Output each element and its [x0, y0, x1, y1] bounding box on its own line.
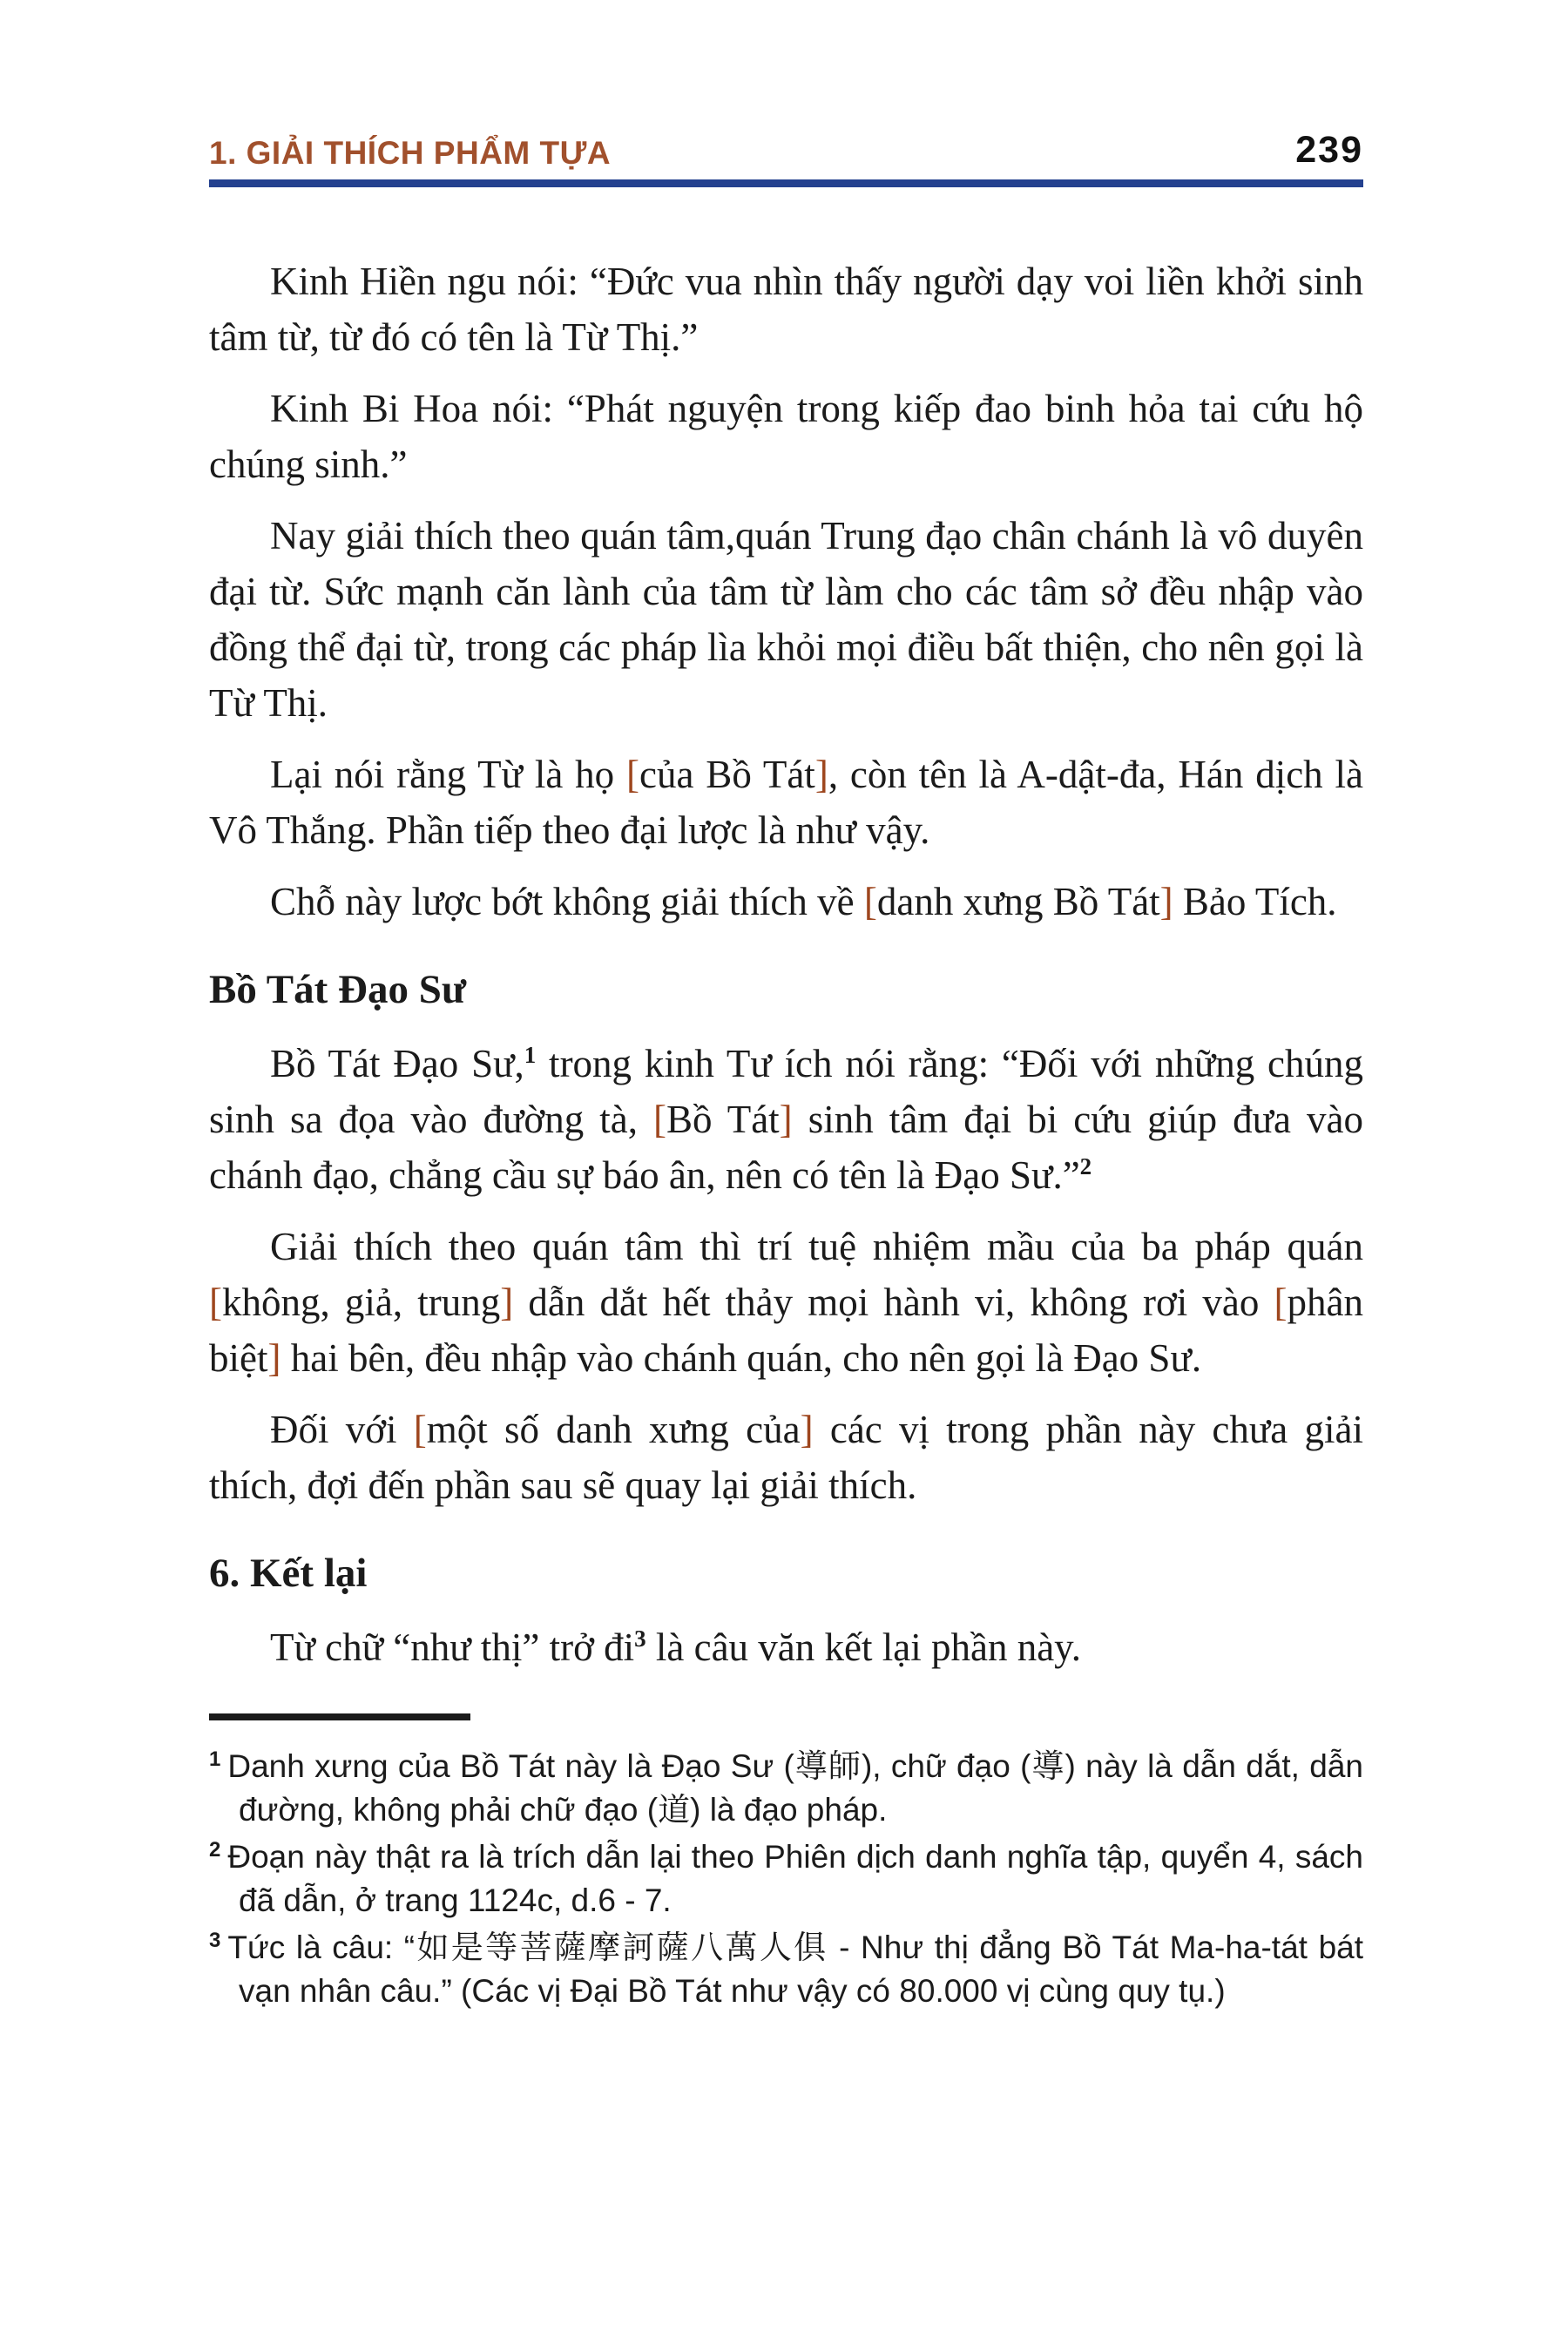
bracket-mark: ] — [267, 1336, 281, 1380]
footnote-separator — [209, 1713, 470, 1720]
bracket-mark: [ — [1274, 1281, 1288, 1324]
text-run: Giải thích theo quán tâm thì trí tuệ nhiệm mầu của ba pháp quán — [270, 1225, 1363, 1268]
text-run: của Bồ Tát — [639, 753, 815, 796]
bracket-mark: ] — [1159, 880, 1173, 923]
paragraph — [209, 508, 1363, 731]
bracket-mark: [ — [209, 1281, 222, 1324]
bracket-mark: [ — [626, 753, 640, 796]
bracket-mark: [ — [413, 1408, 427, 1451]
text-run: Lại nói rằng Từ là họ — [270, 753, 627, 796]
paragraph — [209, 874, 1363, 929]
text-run: Bồ Tát Đạo Sư, — [270, 1042, 524, 1085]
footnote-marker: 2 — [209, 1837, 221, 1862]
footnote-reference: 3 — [634, 1625, 646, 1652]
bracket-mark: [ — [863, 880, 877, 923]
text-run: trong kinh Tư ích nói rằng: “Đối với những chúng sinh sa đọa vào đường tà, — [209, 1042, 1363, 1141]
paragraph — [209, 253, 1363, 365]
paragraph — [209, 747, 1363, 858]
bracket-mark: ] — [800, 1408, 814, 1451]
text-run: Chỗ này lược bớt không giải thích về — [270, 880, 864, 923]
text-run: Đoạn này thật ra là trích dẫn lại theo Phiên dịch danh nghĩa tập, quyển 4, sách đã dẫn, ở trang 1124c, d.6 - 7. — [227, 1839, 1363, 1918]
text-run: phân biệt — [209, 1281, 1363, 1380]
text-run: là câu văn kết lại phần này. — [645, 1625, 1081, 1669]
text-run: Kinh Bi Hoa nói: “Phát nguyện trong kiếp đao binh hỏa tai cứu hộ chúng sinh.” — [209, 387, 1363, 486]
bracket-mark: [ — [652, 1098, 666, 1141]
paragraph — [209, 1219, 1363, 1386]
footnotes — [209, 1745, 1363, 2013]
footnote — [209, 1835, 1363, 1923]
text-run: sinh tâm đại bi cứu giúp đưa vào chánh đạo, chẳng cầu sự báo ân, nên có tên là Đạo Sư.” — [209, 1098, 1364, 1197]
footnote-reference: 1 — [524, 1042, 537, 1068]
text-run: các vị trong phần này chưa giải thích, đợi đến phần sau sẽ quay lại giải thích. — [209, 1408, 1363, 1507]
text-run: Danh xưng của Bồ Tát này là Đạo Sư (導師), chữ đạo (導) này là dẫn dắt, dẫn đường, không phải chữ đạo (道) là đạo pháp. — [227, 1748, 1363, 1828]
text-run: không, giả, trung — [222, 1281, 501, 1324]
footnote-marker: 3 — [209, 1928, 221, 1952]
section-heading — [209, 1548, 1363, 1598]
paragraph — [209, 1619, 1363, 1675]
paragraph — [209, 1402, 1363, 1513]
text-run: Tức là câu: “如是等菩薩摩訶薩八萬人俱 - Như thị đẳng Bồ Tát Ma-ha-tát bát vạn nhân câu.” (Các vị Đại Bồ Tát như vậy có 80.000 vị cùng quy tụ.) — [227, 1930, 1363, 2009]
page-header — [209, 129, 1363, 172]
section-header-title: 1. GIẢI THÍCH PHẨM TỰA — [209, 135, 612, 171]
page-number: 239 — [1295, 129, 1363, 171]
text-run: 6. Kết lại — [209, 1551, 368, 1596]
footnote-marker: 1 — [209, 1747, 221, 1771]
footnote-reference: 2 — [1079, 1153, 1092, 1179]
text-run: danh xưng Bồ Tát — [876, 880, 1160, 923]
bracket-mark: ] — [779, 1098, 793, 1141]
header-rule — [209, 179, 1363, 187]
footnote — [209, 1745, 1363, 1832]
text-run: Bồ Tát — [666, 1098, 780, 1141]
text-run: , còn tên là A-dật-đa, Hán dịch là Vô Thắng. Phần tiếp theo đại lược là như vậy. — [209, 753, 1363, 852]
text-run: Đối với — [270, 1408, 414, 1451]
body-text — [209, 253, 1363, 1675]
paragraph — [209, 381, 1363, 492]
bracket-mark: ] — [500, 1281, 514, 1324]
text-run: hai bên, đều nhập vào chánh quán, cho nên gọi là Đạo Sư. — [280, 1336, 1202, 1380]
text-run: Bồ Tát Đạo Sư — [209, 967, 467, 1012]
bracket-mark: ] — [814, 753, 828, 796]
footnote — [209, 1926, 1363, 2013]
section-heading — [209, 964, 1363, 1015]
text-run: Từ chữ “như thị” trở đi — [270, 1625, 635, 1669]
text-run: một số danh xưng của — [426, 1408, 801, 1451]
text-run: Bảo Tích. — [1173, 880, 1337, 923]
paragraph — [209, 1036, 1363, 1203]
text-run: dẫn dắt hết thảy mọi hành vi, không rơi vào — [513, 1281, 1274, 1324]
text-run: Kinh Hiền ngu nói: “Đức vua nhìn thấy người dạy voi liền khởi sinh tâm từ, từ đó có tên là Từ Thị.” — [209, 260, 1363, 359]
text-run: Nay giải thích theo quán tâm,quán Trung đạo chân chánh là vô duyên đại từ. Sức mạnh căn lành của tâm từ làm cho các tâm sở đều nhập vào đồng thể đại từ, trong các pháp lìa khỏi mọi điều bất thiện, cho nên gọi là Từ Thị. — [209, 514, 1363, 725]
